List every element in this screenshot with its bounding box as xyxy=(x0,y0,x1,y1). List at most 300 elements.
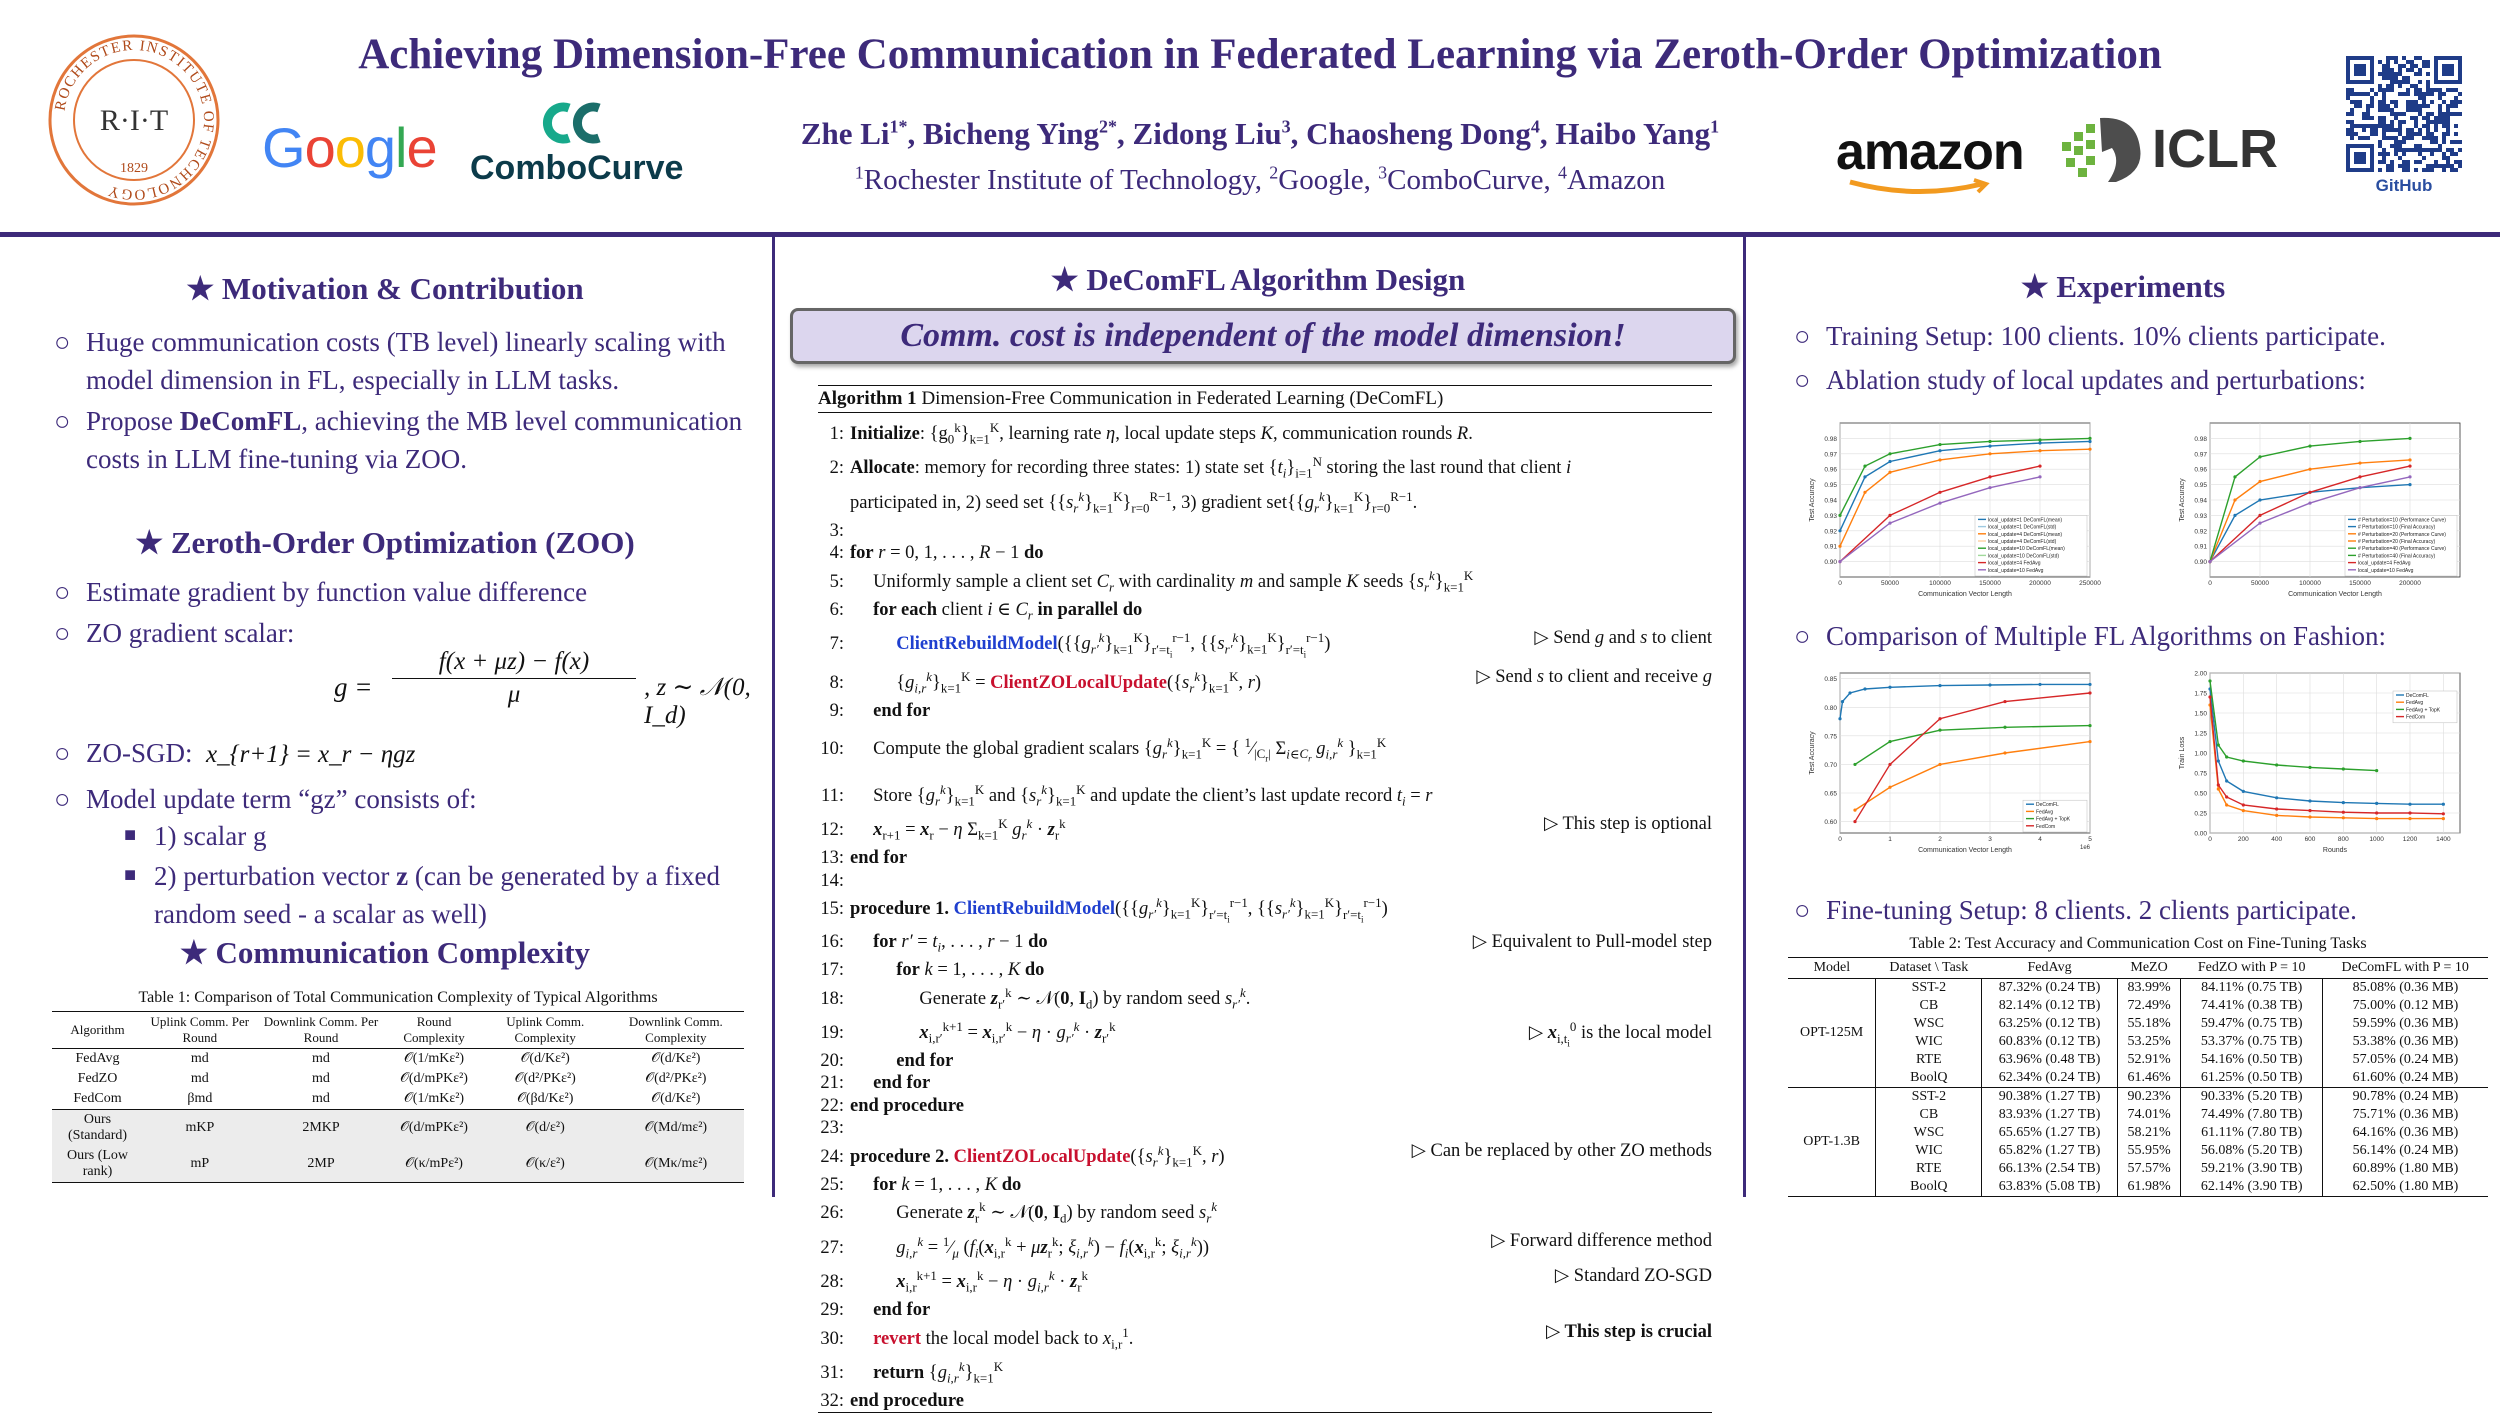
algorithm-line xyxy=(818,779,1712,813)
table2-cell: 84.11% (0.75 TB) xyxy=(2181,979,2322,998)
x-tick-label: 200 xyxy=(2237,836,2249,843)
table2-cell: 59.59% (0.36 MB) xyxy=(2352,1016,2459,1031)
algorithm-line xyxy=(818,1321,1712,1355)
affiliation: $^4$Amazon xyxy=(1557,162,1666,196)
table1-header: Downlink Comm. Per Round xyxy=(257,1012,386,1049)
algorithm-line xyxy=(818,700,1712,722)
line-number: 22: xyxy=(820,1095,844,1116)
data-point xyxy=(2242,790,2245,793)
table1-header: Uplink Comm. Complexity xyxy=(483,1012,608,1049)
line-number: 12: xyxy=(820,820,844,841)
line-number: 1: xyxy=(829,424,844,445)
table2-cell: SST-2 xyxy=(1876,1088,1982,1107)
data-point xyxy=(2308,468,2311,471)
data-point xyxy=(2225,755,2228,758)
algorithm-line xyxy=(818,931,1712,959)
algorithm-line xyxy=(818,1230,1712,1264)
amazon-smile-icon xyxy=(1846,178,1996,200)
table2-cell: 74.01% xyxy=(2117,1106,2181,1124)
table2-cell: 63.96% (0.48 TB) xyxy=(1982,1051,2117,1069)
table-row-ours xyxy=(52,1146,744,1183)
legend-label: # Perturbation=10 (Performance Curve) xyxy=(2358,517,2446,524)
legend-label: # Perturbation=20 (Final Accuracy) xyxy=(2358,539,2436,545)
algorithm-line xyxy=(818,666,1712,700)
y-axis-label: Test Accuracy xyxy=(1809,731,1816,775)
data-point xyxy=(2258,514,2261,517)
line-number: 18: xyxy=(820,988,844,1009)
motivation-bullet-2: ○ Propose DeComFL, achieving the MB level communication costs in LLM fine-tuning via ZOO. xyxy=(54,402,744,478)
data-point xyxy=(1848,691,1851,694)
x-axis-label: Communication Vector Length xyxy=(1918,847,2012,854)
line-comment: ▷ This step is optional xyxy=(1543,814,1712,835)
data-point xyxy=(2217,787,2220,790)
table2-cell: 55.95% xyxy=(2117,1142,2181,1160)
algorithm-line xyxy=(818,565,1712,599)
legend-label: FedCom xyxy=(2036,823,2056,830)
data-point xyxy=(2342,801,2345,804)
line-text: $x_{r+1} = x_r - \eta$ $\Sigma_{k=1}^K$ $g_r^k \cdot z_r^k$ xyxy=(873,816,1066,843)
motivation-bullet-1: ○ Huge communication costs (TB level) linearly scaling with model dimension in FL, especially in LLM tasks. xyxy=(54,323,744,399)
key-message-banner: Comm. cost is independent of the model dimension! xyxy=(790,308,1736,364)
table1-cell: βmd xyxy=(187,1091,213,1106)
y-tick-label: 0.97 xyxy=(1824,451,1837,459)
x-tick-label: 2 xyxy=(1938,836,1942,843)
line-number: 27: xyxy=(820,1237,844,1258)
table1-cell: md xyxy=(190,1071,209,1086)
x-tick-label: 0 xyxy=(1838,836,1842,843)
x-tick-label: 200000 xyxy=(2029,580,2051,587)
algorithm-line xyxy=(818,1174,1712,1196)
data-point xyxy=(2088,740,2091,743)
affiliation: $^2$Google, xyxy=(1269,162,1379,196)
data-point xyxy=(2258,480,2261,483)
line-number: 17: xyxy=(820,960,844,981)
line-text: revert the local model back to $x_{i,r}^1$. xyxy=(873,1324,1134,1352)
table2-cell: RTE xyxy=(1876,1051,1982,1069)
algorithm-lines xyxy=(818,413,1712,1413)
table2-cell: 61.98% xyxy=(2117,1178,2181,1197)
line-comment: ▷ Standard ZO-SGD xyxy=(1554,1265,1712,1286)
table2-cell: 58.21% xyxy=(2117,1124,2181,1142)
line-text: end procedure xyxy=(850,1095,964,1116)
data-point xyxy=(2408,465,2411,468)
table1-cell: 𝒪(Mκ/mε²) xyxy=(608,1146,744,1183)
data-point xyxy=(1838,529,1841,532)
table1-cell: FedCom xyxy=(73,1091,122,1106)
y-tick-label: 0.80 xyxy=(1824,704,1837,712)
table2-cell: SST-2 xyxy=(1876,979,1982,998)
table-row xyxy=(1788,1160,2488,1178)
data-point xyxy=(1888,460,1891,463)
table1-cell: 𝒪(κ/mPε²) xyxy=(385,1146,482,1183)
table1-cell: 𝒪(βd/Kε²) xyxy=(517,1091,574,1106)
line-number: 24: xyxy=(820,1146,844,1167)
combocurve-text: ComboCurve xyxy=(470,149,684,187)
data-point xyxy=(2308,501,2311,504)
legend-label: # Perturbation=40 (Performance Curve) xyxy=(2358,546,2446,553)
table2-model-cell: OPT-125M xyxy=(1788,979,1876,1088)
table2-header: Model xyxy=(1788,958,1876,979)
experiments-bullet-3: ○ Comparison of Multiple FL Algorithms on Fashion: xyxy=(1794,617,2494,655)
poster-header xyxy=(0,0,2500,236)
legend-label: # Perturbation=40 (Final Accuracy) xyxy=(2358,553,2436,560)
data-point xyxy=(1863,465,1866,468)
y-tick-label: 0.98 xyxy=(2194,435,2207,443)
data-point xyxy=(1888,740,1891,743)
y-tick-label: 0.85 xyxy=(1824,676,1837,684)
x-axis-label: Rounds xyxy=(2322,847,2348,854)
data-point xyxy=(2342,816,2345,819)
line-comment: ▷ Send s to client and receive g xyxy=(1476,666,1712,687)
algorithm-line xyxy=(818,870,1712,892)
table1-cell: 𝒪(d/Kε²) xyxy=(520,1051,570,1066)
x-tick-label: 5 xyxy=(2088,836,2092,843)
table2-model-cell: OPT-1.3B xyxy=(1788,1088,1876,1197)
table2-header: MeZO xyxy=(2117,958,2181,979)
line-text: procedure 2. $ClientZOLocalUpdate(\{s_r^k\}_{k=1}^K$, r) xyxy=(850,1142,1225,1170)
table2-header: Dataset \ Task xyxy=(1876,958,1982,979)
algorithm-line xyxy=(818,981,1712,1015)
zoo-bullet-3: ○ ZO-SGD: x_{r+1} = x_r − ηgz xyxy=(54,734,754,774)
table-row xyxy=(52,1069,744,1089)
legend-label: FedAvg xyxy=(2406,700,2424,707)
affiliation: $^3$ComboCurve, xyxy=(1378,162,1558,196)
zo-gradient-equation: g = f(x + μz) − f(x) μ , z ∼ 𝒩(0, I_d) xyxy=(334,648,751,729)
x-tick-label: 0 xyxy=(2208,836,2212,843)
data-point xyxy=(2442,803,2445,806)
y-tick-label: 0.93 xyxy=(1824,512,1837,520)
table2-cell: 61.60% (0.24 MB) xyxy=(2352,1070,2459,1085)
algorithm-line xyxy=(818,1140,1712,1174)
data-point xyxy=(2225,779,2228,782)
y-tick-label: 2.00 xyxy=(2194,670,2207,678)
google-letter: l xyxy=(395,116,407,179)
data-point xyxy=(2038,475,2041,478)
algorithm-line xyxy=(818,542,1712,564)
legend-label: FedAvg + TopK xyxy=(2406,707,2441,714)
table1-cell: 𝒪(d²/PKε²) xyxy=(514,1071,576,1086)
y-tick-label: 0.60 xyxy=(1824,819,1837,827)
table2-cell: 61.11% (7.80 TB) xyxy=(2181,1124,2322,1142)
table1-cell: FedZO xyxy=(77,1071,118,1086)
complexity-table-block xyxy=(52,989,744,1183)
table-row xyxy=(52,1089,744,1110)
y-tick-label: 0.75 xyxy=(2194,770,2207,778)
table2-cell: 83.99% xyxy=(2117,979,2181,998)
data-point xyxy=(1853,763,1856,766)
y-tick-label: 0.92 xyxy=(1824,528,1837,536)
finetune-table xyxy=(1788,957,2488,1197)
line-comment: ▷ This step is crucial xyxy=(1545,1322,1712,1343)
x-axis-label: Communication Vector Length xyxy=(2288,591,2382,598)
algorithm-line xyxy=(818,599,1712,627)
data-point xyxy=(1988,452,1991,455)
algorithm-line xyxy=(818,520,1712,542)
table-row xyxy=(1788,1106,2488,1124)
rit-logo xyxy=(46,32,222,208)
x-tick-label: 250000 xyxy=(2079,580,2101,587)
legend-label: FedCom xyxy=(2406,714,2426,721)
x-tick-label: 1400 xyxy=(2436,836,2451,843)
y-tick-label: 0.97 xyxy=(2194,451,2207,459)
ablation-local-updates-chart xyxy=(1806,417,2101,599)
fashion-loss-chart xyxy=(2176,667,2466,855)
algorithm-line xyxy=(818,959,1712,981)
y-tick-label: 0.50 xyxy=(2194,790,2207,798)
data-point xyxy=(1938,684,1941,687)
algorithm-line xyxy=(818,1117,1712,1139)
data-point xyxy=(2038,683,2041,686)
table2-cell: 90.23% xyxy=(2117,1088,2181,1107)
data-point xyxy=(2308,766,2311,769)
line-comment: ▷ $x_{i,t_i}^0$ is the local model xyxy=(1528,1018,1712,1049)
experiments-bullet-4: ○ Fine-tuning Setup: 8 clients. 2 clients participate. xyxy=(1794,891,2494,929)
table2-cell: 53.37% (0.75 TB) xyxy=(2181,1033,2322,1051)
line-number: 3: xyxy=(829,520,844,541)
table2-cell: 55.18% xyxy=(2117,1015,2181,1033)
author-name: Chaosheng Dong$^4$, xyxy=(1306,116,1556,151)
data-point xyxy=(1988,440,1991,443)
table2-cell: 64.16% (0.36 MB) xyxy=(2352,1125,2459,1140)
data-point xyxy=(1853,820,1856,823)
line-text: $x_{i,r'}^{k+1} = x_{i,r'}^k - \eta \cdot g_{r'}^k \cdot z_{r'}^k$ xyxy=(919,1018,1116,1046)
algorithm-box xyxy=(818,385,1712,1413)
legend-label: local_update=4 FedAvg xyxy=(1988,560,2041,567)
author-name: Bicheng Ying$^{2*}$, xyxy=(923,116,1133,151)
algorithm-line xyxy=(818,1095,1712,1117)
data-point xyxy=(2408,803,2411,806)
x-tick-label: 800 xyxy=(2337,836,2349,843)
line-number: 29: xyxy=(820,1299,844,1320)
y-tick-label: 0.98 xyxy=(1824,435,1837,443)
line-text: for k = 1, . . . , K do xyxy=(873,1174,1022,1195)
algorithm-line xyxy=(818,627,1712,666)
x-tick-label: 0 xyxy=(1838,580,1842,587)
line-text: end for xyxy=(850,848,908,869)
legend-label: local_update=4 DeComFL(std) xyxy=(1988,539,2057,545)
data-point xyxy=(1863,687,1866,690)
data-point xyxy=(2003,726,2006,729)
qr-code-icon[interactable] xyxy=(2346,55,2462,173)
data-point xyxy=(2408,817,2411,820)
table-row xyxy=(1788,1069,2488,1088)
table1-cell: md xyxy=(312,1091,330,1106)
table2-cell: 63.25% (0.12 TB) xyxy=(1982,1015,2117,1033)
algorithm-line xyxy=(818,892,1712,931)
table2-cell: WSC xyxy=(1876,1015,1982,1033)
line-text xyxy=(850,871,855,891)
data-point xyxy=(2003,700,2006,703)
legend-label: local_update=10 DeComFL(std) xyxy=(1988,553,2060,560)
rit-year: 1829 xyxy=(120,161,148,176)
legend-label: local_update=10 FedAvg xyxy=(1988,567,2044,574)
table2-cell: 60.89% (1.80 MB) xyxy=(2352,1161,2459,1176)
data-point xyxy=(2242,809,2245,812)
google-letter: G xyxy=(262,116,305,179)
data-point xyxy=(2088,448,2091,451)
algorithm-line xyxy=(818,451,1712,485)
y-tick-label: 1.25 xyxy=(2194,730,2207,738)
y-tick-label: 0.25 xyxy=(2194,810,2207,818)
poster-title: Achieving Dimension-Free Communication in Federated Learning via Zeroth-Order Optimization xyxy=(358,31,2162,78)
data-point xyxy=(2375,817,2378,820)
line-text: end for xyxy=(873,1073,931,1094)
fashion-accuracy-chart xyxy=(1806,667,2096,855)
motivation-title: ★ Motivation & Contribution xyxy=(186,271,584,306)
line-text: end procedure xyxy=(850,1390,964,1411)
table2-header: DeComFL with P = 10 xyxy=(2322,958,2488,979)
table1-cell: md xyxy=(190,1051,209,1066)
data-point xyxy=(1863,475,1866,478)
table2-cell: 60.83% (0.12 TB) xyxy=(1982,1033,2117,1051)
line-text: for r = 0, 1, . . . , R − 1 do xyxy=(850,543,1044,564)
algorithm-line xyxy=(818,722,1712,778)
data-point xyxy=(1888,786,1891,789)
x-tick-label: 3 xyxy=(1988,836,1992,843)
line-number: 11: xyxy=(821,785,844,806)
experiments-title: ★ Experiments xyxy=(2020,269,2226,304)
table1-cell: Ours (Low rank) xyxy=(52,1146,143,1183)
table1-cell: 𝒪(Md/mε²) xyxy=(608,1110,744,1147)
rit-ring-text: ROCHESTER INSTITUTE OF TECHNOLOGY xyxy=(52,37,217,203)
y-axis-label: Train Loss xyxy=(2179,736,2186,770)
data-point xyxy=(2225,795,2228,798)
line-number: 28: xyxy=(820,1271,844,1292)
table2-cell: 61.46% xyxy=(2117,1069,2181,1088)
y-tick-label: 0.00 xyxy=(2194,830,2207,838)
x-tick-label: 100000 xyxy=(1929,580,1951,587)
data-point xyxy=(1938,491,1941,494)
legend-label: DeComFL xyxy=(2036,802,2059,809)
data-point xyxy=(2358,486,2361,489)
motivation-bullets xyxy=(54,323,744,478)
y-tick-label: 0.70 xyxy=(1824,761,1837,769)
data-point xyxy=(1938,501,1941,504)
table2-cell: 59.47% (0.75 TB) xyxy=(2181,1015,2322,1033)
line-text: end for xyxy=(873,700,931,721)
data-point xyxy=(1838,545,1841,548)
data-point xyxy=(1938,458,1941,461)
data-point xyxy=(2442,812,2445,815)
zo-sgd-equation: x_{r+1} = x_r − ηgz xyxy=(206,741,416,768)
column-divider-left xyxy=(772,237,775,1197)
x-tick-exponent: 1e6 xyxy=(2079,845,2090,851)
table1-cell: 2MP xyxy=(257,1146,386,1183)
line-number: 4: xyxy=(829,543,844,564)
table2-cell: 61.25% (0.50 TB) xyxy=(2181,1069,2322,1088)
data-point xyxy=(2038,449,2041,452)
data-point xyxy=(1863,491,1866,494)
table-row-ours xyxy=(52,1110,744,1147)
x-tick-label: 50000 xyxy=(1880,580,1900,587)
table2-cell: 52.91% xyxy=(2117,1051,2181,1069)
line-comment: ▷ Equivalent to Pull-model step xyxy=(1472,931,1712,952)
x-tick-label: 600 xyxy=(2304,836,2316,843)
algorithm-line xyxy=(818,1196,1712,1230)
data-point xyxy=(2088,437,2091,440)
table2-cell: RTE xyxy=(1876,1160,1982,1178)
author-name: Haibo Yang$^1$ xyxy=(1555,116,1720,151)
rit-center-text: R·I·T xyxy=(99,104,169,137)
table-row xyxy=(1788,997,2488,1015)
data-point xyxy=(1938,763,1941,766)
x-tick-label: 50000 xyxy=(2250,580,2270,587)
amazon-text: amazon xyxy=(1836,123,2024,181)
data-point xyxy=(1988,683,1991,686)
data-point xyxy=(2342,767,2345,770)
legend-label: # Perturbation=20 (Performance Curve) xyxy=(2358,531,2446,538)
table2-cell: 85.08% (0.36 MB) xyxy=(2352,980,2459,995)
line-number: 9: xyxy=(829,700,844,721)
complexity-table xyxy=(52,1011,744,1183)
table1-header: Round Complexity xyxy=(385,1012,482,1049)
table-row xyxy=(52,1049,744,1070)
table2-cell: 62.50% (1.80 MB) xyxy=(2322,1178,2488,1197)
table2-cell: 53.38% (0.36 MB) xyxy=(2352,1034,2459,1049)
line-number: 31: xyxy=(820,1362,844,1383)
data-point xyxy=(1888,514,1891,517)
data-point xyxy=(2275,763,2278,766)
author-name: Zidong Liu$^3$, xyxy=(1132,116,1307,151)
iclr-logo xyxy=(2056,112,2278,193)
data-point xyxy=(2275,807,2278,810)
data-point xyxy=(1888,452,1891,455)
y-tick-label: 0.93 xyxy=(2194,512,2207,520)
y-tick-label: 0.94 xyxy=(1824,497,1837,505)
line-number: 20: xyxy=(820,1050,844,1071)
data-point xyxy=(2038,465,2041,468)
table2-cell: 62.34% (0.24 TB) xyxy=(1982,1069,2117,1088)
table2-cell: 90.78% (0.24 MB) xyxy=(2322,1088,2488,1107)
x-tick-label: 1200 xyxy=(2402,836,2418,843)
data-point xyxy=(2408,811,2411,814)
line-text: participated in, 2) seed set $\{\{s_r^k\}_{k=1}^K\}_{r=0}^{R-1}$, 3) gradient $set\{\{g_r^k\}_{k=1}^K\}_{r=0}^{R-1}$. xyxy=(850,488,1418,516)
table2-cell: 63.83% (5.08 TB) xyxy=(1982,1178,2117,1197)
table2-cell: BoolQ xyxy=(1876,1178,1982,1197)
data-point xyxy=(2375,811,2378,814)
x-axis-label: Communication Vector Length xyxy=(1918,591,2012,598)
legend-label: FedAvg + TopK xyxy=(2036,816,2071,823)
algorithm-line xyxy=(818,1072,1712,1094)
zoo-subbullets xyxy=(54,817,754,933)
line-text: Allocate: memory for recording three states: 1) state set $\{t_i\}_{i=1}^N$ storing the last round that client i xyxy=(850,454,1572,482)
table1-cell: FedAvg xyxy=(75,1051,120,1066)
algorithm-line xyxy=(818,847,1712,869)
zoo-title: ★ Zeroth-Order Optimization (ZOO) xyxy=(135,525,635,560)
github-label[interactable]: GitHub xyxy=(2375,176,2433,195)
line-text: for k = 1, . . . , K do xyxy=(896,960,1045,981)
table2-cell: 75.71% (0.36 MB) xyxy=(2352,1107,2459,1122)
google-letter: e xyxy=(406,116,437,179)
y-tick-label: 0.95 xyxy=(1824,482,1837,490)
complexity-title: ★ Communication Complexity xyxy=(179,935,591,970)
data-point xyxy=(2233,498,2236,501)
data-point xyxy=(2233,475,2236,478)
table2-cell: 53.25% xyxy=(2117,1033,2181,1051)
data-point xyxy=(2003,751,2006,754)
zoo-bullet-4: ○ Model update term “gz” consists of: xyxy=(54,780,754,818)
data-point xyxy=(1938,449,1941,452)
legend-label: DeComFL xyxy=(2406,693,2429,699)
data-point xyxy=(1988,475,1991,478)
table-row xyxy=(1788,1033,2488,1051)
table-row xyxy=(1788,1178,2488,1197)
line-text: for $r' = t_i$, . . . , r − 1 do xyxy=(873,931,1048,955)
data-point xyxy=(2038,438,2041,441)
line-number: 32: xyxy=(820,1390,844,1411)
data-point xyxy=(1838,514,1841,517)
author-list xyxy=(640,116,1880,152)
